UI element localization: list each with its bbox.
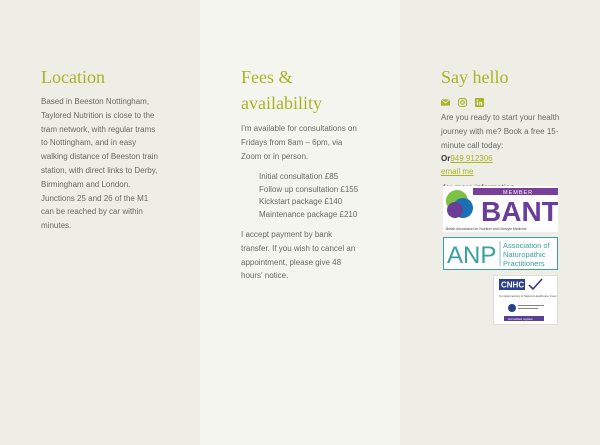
cnhc-footer: Accredited register	[508, 317, 534, 321]
phone-link[interactable]: 949 912306	[450, 154, 493, 163]
bant-badge: MEMBER	[503, 190, 534, 196]
location-text: Based in Beeston Nottingham, Taylored Nutrition is close to the tram network, with regular trams to Nottingham, and in easy walking distance of Beeston train station, with direct links to Derby, Birmingham and London. Junctions 25 and 26 of the M1 can be reached by car within minutes.	[41, 97, 158, 231]
fee-item: Maintenance package £210	[259, 209, 358, 219]
fees-column	[200, 0, 400, 445]
payment-text: I accept payment by bank transfer. If you wish to cancel an appointment, please give 48 hours' notice.	[241, 230, 356, 281]
contact-heading: Say hello	[441, 67, 509, 87]
linkedin-icon[interactable]	[475, 94, 484, 103]
check-icon	[529, 279, 542, 289]
fee-item: Kickstart package £140	[259, 197, 343, 206]
fee-item: Follow up consultation £155	[259, 184, 359, 194]
fees-list	[259, 171, 358, 221]
cnhc-logo[interactable]	[493, 275, 558, 325]
bant-subtitle: British Association for Nutrition and Lifestyle Medicine	[446, 227, 527, 231]
email-icon[interactable]	[441, 94, 450, 103]
fee-item: Initial consultation £85	[259, 172, 339, 181]
availability-text: I'm available for consultations on Fridays from 8am – 6pm, via Zoom or in person.	[241, 124, 357, 161]
instagram-icon[interactable]	[458, 94, 467, 103]
contact-intro: Are you ready to start your health journey with me? Book a free 15-minute call today:	[441, 113, 560, 150]
anp-line1: Association of	[503, 241, 550, 250]
email-link[interactable]: email me	[441, 167, 474, 176]
fees-heading: Fees & availability	[241, 67, 322, 113]
bant-logo[interactable]	[443, 186, 558, 232]
phone-prefix: Or	[441, 154, 451, 163]
bant-name: BANT	[481, 196, 558, 227]
social-icons	[441, 94, 484, 103]
location-heading: Location	[41, 67, 105, 87]
anp-line2: Naturopathic	[503, 250, 546, 259]
location-column	[0, 0, 200, 445]
cnhc-name: CNHC	[501, 280, 525, 290]
anp-logo[interactable]	[443, 237, 558, 270]
phone-line	[441, 154, 493, 163]
anp-short: ANP	[447, 242, 497, 269]
cnhc-subtitle: Complementary & Natural Healthcare Council	[499, 294, 557, 298]
anp-line3: Practitioners	[503, 259, 545, 268]
